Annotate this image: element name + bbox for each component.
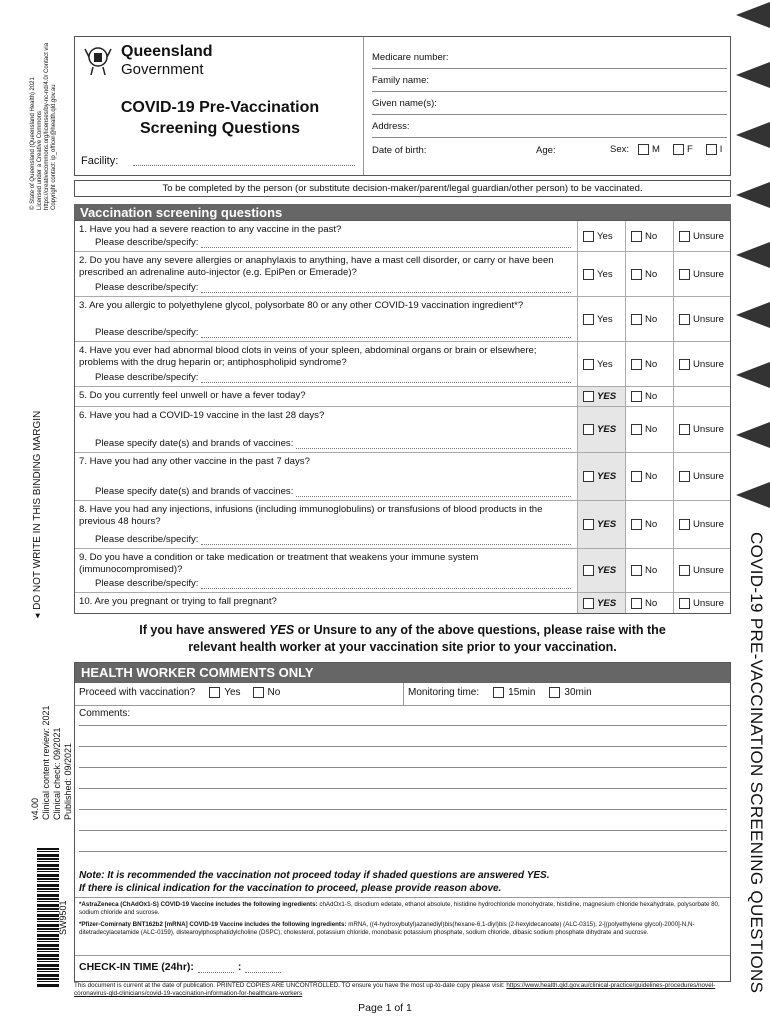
- answer-yes-label: Yes: [597, 230, 613, 242]
- answer-unsure-checkbox[interactable]: [679, 359, 690, 370]
- notice-post: or Unsure to any of the above questions, please raise with the: [294, 623, 666, 637]
- copyright-line: © State of Queensland (Queensland Health) 2021: [30, 77, 36, 210]
- copyright-margin: [30, 43, 58, 210]
- page-number: Page 1 of 1: [358, 1002, 412, 1014]
- answer-unsure: [673, 387, 730, 406]
- answer-unsure: [673, 453, 730, 500]
- answer-yes-label: YES: [597, 471, 617, 482]
- describe-field[interactable]: [296, 488, 571, 497]
- question-row: [75, 341, 730, 386]
- answer-no-checkbox[interactable]: [631, 519, 642, 530]
- question-row: [75, 406, 730, 452]
- published-date: Published: 09/2021: [63, 742, 73, 820]
- answer-no-label: No: [645, 597, 658, 609]
- answer-yes: [577, 252, 625, 296]
- monitoring-label: Monitoring time:: [408, 687, 480, 698]
- answer-no-label: No: [645, 358, 658, 370]
- answer-unsure-checkbox[interactable]: [679, 314, 690, 325]
- describe-label: Please describe/specify:: [95, 578, 199, 589]
- monitoring-30-label: 30min: [564, 687, 592, 698]
- answer-yes: [577, 342, 625, 386]
- question-row: [75, 221, 730, 251]
- checkin-row: CHECK-IN TIME (24hr): :: [79, 961, 281, 973]
- comments-label: Comments:: [79, 708, 131, 719]
- answer-no: [625, 221, 673, 251]
- answer-unsure-label: Unsure: [693, 424, 724, 435]
- answer-yes-label: Yes: [597, 268, 613, 280]
- question-text: 8. Have you had any injections, infusions (including immunoglobulins) or transfusions of blood products in the previous 48 hours?: [79, 504, 543, 527]
- proceed-yes-checkbox[interactable]: [209, 687, 220, 698]
- answer-no: [625, 252, 673, 296]
- logo-line1: Queensland: [121, 43, 213, 60]
- hw-row-divider: [75, 897, 730, 898]
- answer-no-checkbox[interactable]: [631, 269, 642, 280]
- proceed-row: [79, 687, 280, 698]
- footer-text: [74, 982, 731, 998]
- answer-no-checkbox[interactable]: [631, 391, 642, 402]
- binding-marker: [736, 422, 770, 448]
- binding-marker: [736, 122, 770, 148]
- hw-note: [79, 869, 550, 895]
- question-row: [75, 592, 730, 613]
- describe-field[interactable]: [201, 580, 571, 589]
- answer-unsure: [673, 221, 730, 251]
- question-describe: [95, 327, 571, 338]
- pfizer-heading: *Pfizer-Comirnaty BNT162b2 [mRNA] COVID-19 Vaccine includes the following ingredients:: [79, 921, 347, 928]
- answer-unsure: [673, 342, 730, 386]
- hw-row-divider: [75, 705, 730, 706]
- copyright-line: Copyright contact: ip_officer@health.qld.gov.au: [51, 84, 57, 210]
- title-line1: COVID-19 Pre-Vaccination: [120, 99, 320, 116]
- notice-pre: If you have answered: [139, 623, 270, 637]
- answer-yes-label: YES: [597, 597, 617, 609]
- hw-divider: [403, 683, 404, 705]
- comment-line[interactable]: [79, 809, 727, 810]
- question-describe: [95, 438, 571, 449]
- describe-field[interactable]: [201, 374, 571, 383]
- address-field[interactable]: [372, 137, 727, 138]
- page-title: [75, 97, 365, 139]
- answer-yes: [577, 387, 625, 406]
- answer-no-checkbox[interactable]: [631, 359, 642, 370]
- comment-line[interactable]: [79, 746, 727, 747]
- answer-unsure-label: Unsure: [693, 565, 724, 576]
- sex-m-label: M: [652, 144, 660, 155]
- answer-unsure-label: Unsure: [693, 230, 724, 242]
- answer-unsure-checkbox[interactable]: [679, 519, 690, 530]
- crest-icon: [81, 43, 115, 77]
- answer-no-checkbox[interactable]: [631, 424, 642, 435]
- answer-yes: [577, 549, 625, 592]
- question-text: 5. Do you currently feel unwell or have a fever today?: [79, 390, 306, 401]
- question-describe: [95, 237, 571, 248]
- question-row: [75, 251, 730, 296]
- describe-field[interactable]: [201, 284, 571, 293]
- describe-field[interactable]: [296, 440, 571, 449]
- az-heading: *AstraZeneca (ChAdOx1-S) COVID-19 Vaccine includes the following ingredients:: [79, 901, 318, 908]
- notice-line2: relevant health worker at your vaccination site prior to your vaccination.: [188, 640, 617, 654]
- binding-margin-label: DO NOT WRITE IN THIS BINDING MARGIN: [32, 410, 43, 610]
- monitoring-30-checkbox[interactable]: [549, 687, 560, 698]
- describe-label: Please specify date(s) and brands of vaccines:: [95, 438, 294, 449]
- answer-no-checkbox[interactable]: [631, 471, 642, 482]
- question-row: [75, 548, 730, 592]
- question-describe: [95, 282, 571, 293]
- answer-no-label: No: [645, 391, 658, 402]
- side-title: COVID-19 PRE-VACCINATION SCREENING QUESTIONS: [747, 532, 766, 994]
- binding-marker: [736, 362, 770, 388]
- answer-yes: [577, 593, 625, 613]
- comment-line[interactable]: [79, 767, 727, 768]
- answer-no: [625, 501, 673, 548]
- answer-unsure-label: Unsure: [693, 519, 724, 530]
- check-date: Clinical check: 09/2021: [52, 727, 62, 820]
- notice-yes: YES: [269, 623, 295, 637]
- answer-unsure-checkbox[interactable]: [679, 565, 690, 576]
- copyright-line: Licensed under a Creative Commons: [37, 110, 43, 210]
- answer-unsure-label: Unsure: [693, 313, 724, 325]
- answer-no-checkbox[interactable]: [631, 314, 642, 325]
- hw-title: HEALTH WORKER COMMENTS ONLY: [75, 663, 730, 683]
- answer-yes: [577, 221, 625, 251]
- describe-label: Please describe/specify:: [95, 282, 199, 293]
- answer-no-label: No: [645, 313, 658, 325]
- sex-label: Sex:: [610, 144, 630, 155]
- comment-line[interactable]: [79, 830, 727, 831]
- ingredients-az: [79, 901, 727, 917]
- medicare-field[interactable]: [372, 68, 727, 69]
- answer-no-checkbox[interactable]: [631, 598, 642, 609]
- medicare-label: Medicare number:: [372, 52, 449, 63]
- answer-no: [625, 297, 673, 341]
- version-number: v4.00: [30, 797, 40, 820]
- answer-yes-label: Yes: [597, 313, 613, 325]
- answer-unsure-checkbox[interactable]: [679, 231, 690, 242]
- question-text: 7. Have you had any other vaccine in the past 7 days?: [79, 456, 310, 467]
- hw-row-divider: [75, 955, 730, 956]
- instruction: To be completed by the person (or substitute decision-maker/parent/legal guardian/other person) to be vaccinated.: [74, 180, 731, 197]
- question-text: 2. Do you have any severe allergies or anaphylaxis to anything, have a mast cell disorder, or carry or have been prescribed an adrenaline auto-injector (e.g. EpiPen or Emerade)?: [79, 255, 554, 278]
- answer-yes-checkbox[interactable]: [583, 598, 594, 609]
- question-describe: [95, 578, 571, 589]
- ingredients-pfizer: [79, 921, 727, 937]
- answer-unsure-checkbox[interactable]: [679, 471, 690, 482]
- header-divider: [363, 37, 364, 175]
- answer-yes: [577, 297, 625, 341]
- comment-line[interactable]: [79, 788, 727, 789]
- answer-no-checkbox[interactable]: [631, 231, 642, 242]
- question-text: 3. Are you allergic to polyethylene glycol, polysorbate 80 or any other COVID-19 vaccination ingredient*?: [79, 300, 524, 311]
- answer-unsure-label: Unsure: [693, 268, 724, 280]
- logo-line2: Government: [121, 61, 204, 78]
- footer-link[interactable]: https://www.health.qld.gov.au/clinical-practice/guidelines-procedures/novel-coronavirus-qld-clinicians/covid-19-vaccination-information-for-healthcare-workers: [74, 982, 716, 997]
- answer-unsure-checkbox[interactable]: [679, 598, 690, 609]
- question-row: [75, 452, 730, 500]
- question-row: [75, 500, 730, 548]
- answer-unsure: [673, 549, 730, 592]
- binding-marker: [736, 62, 770, 88]
- age-label: Age:: [536, 145, 556, 156]
- describe-field[interactable]: [201, 536, 571, 545]
- answer-yes-label: YES: [597, 424, 617, 435]
- review-date: Clinical content review: 2021: [41, 705, 51, 820]
- question-describe: [95, 486, 571, 497]
- proceed-yes-label: Yes: [224, 687, 241, 698]
- answer-yes: [577, 453, 625, 500]
- describe-field[interactable]: [201, 239, 571, 248]
- answer-no-label: No: [645, 471, 658, 482]
- question-row: [75, 296, 730, 341]
- az-text: chAdOx1-S, disodium edetate, ethanol absolute, histidine hydrochloride monohydrate, histidine, magnesium chloride hexahydrate, polysorbate 80, sodium chloride and sucrose.: [79, 901, 720, 916]
- answer-unsure: [673, 252, 730, 296]
- proceed-label: Proceed with vaccination?: [79, 687, 196, 698]
- title-line2: Screening Questions: [139, 120, 301, 137]
- monitoring-row: [408, 687, 592, 698]
- answer-no-label: No: [645, 565, 658, 576]
- binding-marker: [736, 302, 770, 328]
- pfizer-text: mRNA, ((4-hydroxybutyl)azanediyl)bis(hexane-6,1-diyl)bis (2-hexyldecanoate) (ALC-0315), 2-[(polyethylene glycol)-2000]-N,N-ditetradecylacetamide (ALC-0159), distearoylphosphatidylcholine (DSPC), cholesterol, potassium chloride, monobasic potassium phosphate, sodium chloride, dibasic sodium phosphate dihydrate and sucrose.: [79, 921, 695, 936]
- describe-label: Please specify date(s) and brands of vaccines:: [95, 486, 294, 497]
- answer-yes-checkbox[interactable]: [583, 519, 594, 530]
- sex-i-checkbox[interactable]: [706, 144, 717, 155]
- answer-no: [625, 387, 673, 406]
- answer-unsure: [673, 501, 730, 548]
- answer-no-label: No: [645, 519, 658, 530]
- family-name-label: Family name:: [372, 75, 430, 86]
- monitoring-15-checkbox[interactable]: [493, 687, 504, 698]
- notice: [74, 622, 731, 656]
- version-block: [30, 705, 74, 820]
- answer-yes-label: YES: [597, 565, 617, 576]
- answer-no: [625, 407, 673, 452]
- answer-no-label: No: [645, 268, 658, 280]
- answer-yes-label: YES: [597, 391, 617, 402]
- answer-yes-checkbox[interactable]: [583, 471, 594, 482]
- question-text: 6. Have you had a COVID-19 vaccine in the last 28 days?: [79, 410, 325, 421]
- checkin-minutes-field[interactable]: [245, 963, 281, 973]
- answer-yes-checkbox[interactable]: [583, 424, 594, 435]
- facility-field[interactable]: [133, 165, 355, 166]
- facility-label: Facility:: [81, 155, 119, 167]
- answer-yes-checkbox[interactable]: [583, 359, 594, 370]
- answer-unsure-label: Unsure: [693, 471, 724, 482]
- answer-no-label: No: [645, 230, 658, 242]
- answer-unsure: [673, 297, 730, 341]
- answer-unsure-checkbox[interactable]: [679, 269, 690, 280]
- binding-margin-text: ◄ DO NOT WRITE IN THIS BINDING MARGIN: [32, 410, 43, 620]
- question-text: 4. Have you ever had abnormal blood clots in veins of your spleen, abdominal organs or brain or elsewhere; problems with the drug heparin or; antiphospholipid syndrome?: [79, 345, 537, 368]
- sex-m-checkbox[interactable]: [638, 144, 649, 155]
- answer-unsure-checkbox[interactable]: [679, 424, 690, 435]
- sex-f-label: F: [686, 144, 693, 155]
- sex-f-checkbox[interactable]: [673, 144, 684, 155]
- describe-label: Please describe/specify:: [95, 534, 199, 545]
- address-label: Address:: [372, 121, 410, 132]
- form-code: SW9501: [58, 900, 68, 935]
- answer-yes-label: YES: [597, 519, 617, 530]
- question-row: [75, 386, 730, 406]
- binding-marker: [736, 242, 770, 268]
- answer-unsure: [673, 407, 730, 452]
- describe-label: Please describe/specify:: [95, 372, 199, 383]
- answer-yes-checkbox[interactable]: [583, 269, 594, 280]
- answer-no-checkbox[interactable]: [631, 565, 642, 576]
- question-describe: [95, 534, 571, 545]
- answer-yes-label: Yes: [597, 358, 613, 370]
- answer-yes: [577, 407, 625, 452]
- question-text: 9. Do you have a condition or take medication or treatment that weakens your immune system (immunocompromised)?: [79, 552, 479, 575]
- comment-line[interactable]: [79, 725, 727, 726]
- footer-disclaimer: This document is current at the date of publication. PRINTED COPIES ARE UNCONTROLLED. TO ensure you have the most up-to-date copy please visit:: [74, 982, 507, 989]
- answer-unsure-label: Unsure: [693, 597, 724, 609]
- sex-i-label: I: [719, 144, 723, 155]
- describe-label: Please describe/specify:: [95, 327, 199, 338]
- answer-no-label: No: [645, 424, 658, 435]
- question-describe: [95, 372, 571, 383]
- answer-no: [625, 593, 673, 613]
- question-text: 10. Are you pregnant or trying to fall pregnant?: [79, 596, 277, 607]
- checkin-label: CHECK-IN TIME (24hr):: [79, 961, 194, 973]
- health-worker-box: [74, 662, 731, 982]
- answer-yes-checkbox[interactable]: [583, 231, 594, 242]
- dob-label: Date of birth:: [372, 145, 427, 156]
- monitoring-15-label: 15min: [508, 687, 536, 698]
- given-name-label: Given name(s):: [372, 98, 437, 109]
- family-name-field[interactable]: [372, 91, 727, 92]
- describe-label: Please describe/specify:: [95, 237, 199, 248]
- binding-marker: [736, 482, 770, 508]
- answer-no: [625, 342, 673, 386]
- given-name-field[interactable]: [372, 114, 727, 115]
- answer-yes-checkbox[interactable]: [583, 391, 594, 402]
- proceed-no-checkbox[interactable]: [253, 687, 264, 698]
- answer-yes-checkbox[interactable]: [583, 314, 594, 325]
- copyright-line: https://creativecommons.org/licenses/by-nc-nd/4.0/ Contact via: [44, 42, 50, 210]
- binding-marker: [736, 182, 770, 208]
- question-text: 1. Have you had a severe reaction to any vaccine in the past?: [79, 224, 342, 235]
- hw-note-line1: Note: It is recommended the vaccination not proceed today if shaded questions are answered YES.: [79, 870, 550, 881]
- proceed-no-label: No: [267, 687, 281, 698]
- checkin-hours-field[interactable]: [198, 963, 234, 973]
- answer-no: [625, 453, 673, 500]
- answer-yes: [577, 501, 625, 548]
- sex-group: [610, 144, 722, 155]
- questions-table: [74, 220, 731, 614]
- comment-line[interactable]: [79, 851, 727, 852]
- answer-no: [625, 549, 673, 592]
- section-title: Vaccination screening questions: [74, 204, 731, 221]
- binding-marker: [736, 2, 770, 28]
- answer-unsure-label: Unsure: [693, 358, 724, 370]
- describe-field[interactable]: [201, 329, 571, 338]
- answer-unsure: [673, 593, 730, 613]
- hw-note-line2: If there is clinical indication for the vaccination to proceed, please provide reason above.: [79, 883, 502, 894]
- answer-yes-checkbox[interactable]: [583, 565, 594, 576]
